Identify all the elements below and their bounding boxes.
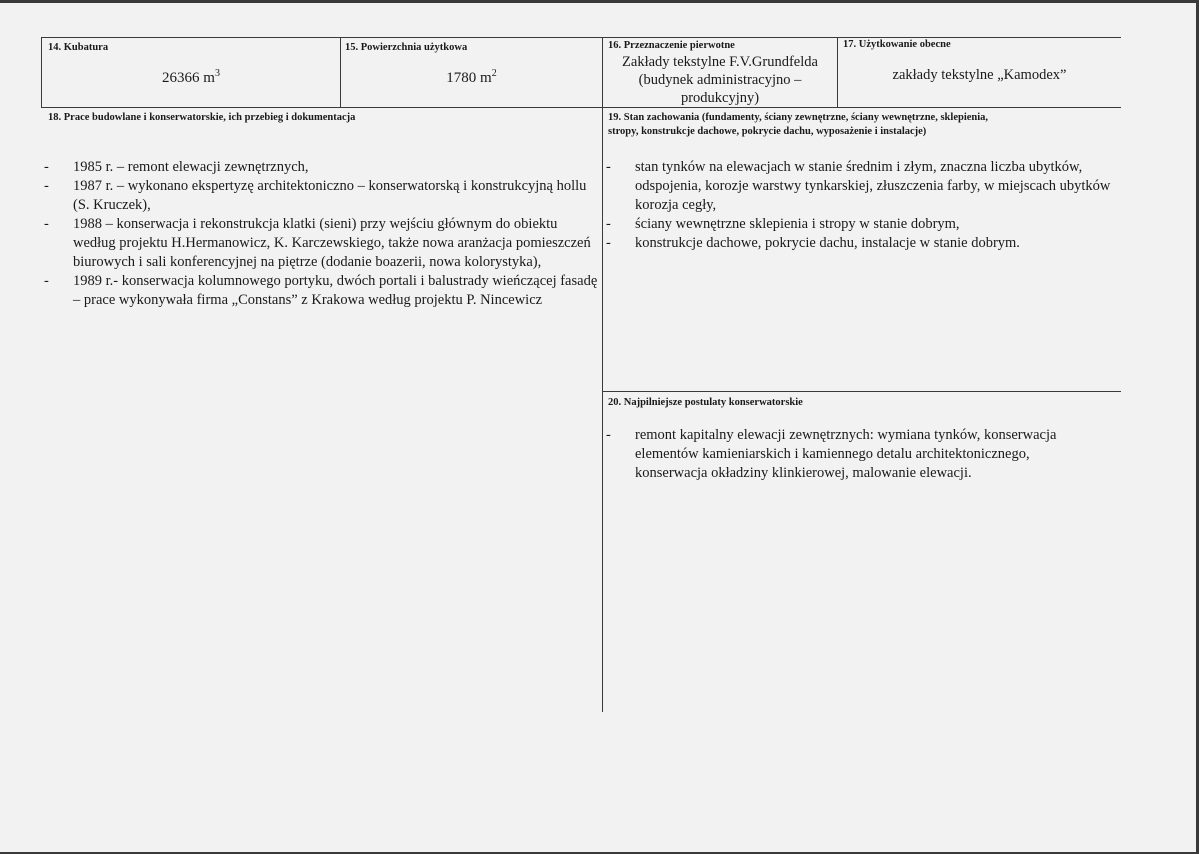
cell19-label-line: stropy, konstrukcje dachowe, pokrycie dachu, wyposażenie i instalacje) bbox=[608, 126, 927, 137]
bullet-dash: - bbox=[44, 273, 49, 289]
cell14-unit-sup: 3 bbox=[214, 68, 220, 79]
cell20-top-border bbox=[602, 391, 1121, 392]
cell14-value bbox=[42, 70, 340, 87]
cell16-value bbox=[603, 53, 837, 107]
cell17-value: zakłady tekstylne „Kamodex” bbox=[892, 67, 1067, 83]
list-item-text: ściany wewnętrzne sklepienia i stropy w stanie dobrym, bbox=[635, 216, 960, 232]
list-item bbox=[606, 158, 1120, 215]
row1-bottom-border bbox=[41, 107, 1121, 108]
cell19-label-line: 19. Stan zachowania (fundamenty, ściany zewnętrzne, ściany wewnętrzne, sklepienia, bbox=[608, 112, 989, 123]
list-item-text: stan tynków na elewacjach w stanie średnim i złym, znaczna liczba ubytków, odspojenia, korozje warstwy tynkarskiej, złuszczenia farby, w miejscach ubytków korozja cegły, bbox=[635, 159, 1111, 213]
cell20-label: 20. Najpilniejsze postulaty konserwatorskie bbox=[608, 397, 803, 408]
cell18-label: 18. Prace budowlane i konserwatorskie, ich przebieg i dokumentacja bbox=[48, 112, 356, 123]
bullet-dash: - bbox=[44, 159, 49, 175]
list-item bbox=[606, 234, 1120, 253]
cell16-line: (budynek administracyjno – bbox=[638, 72, 802, 88]
cell18-list bbox=[44, 158, 599, 310]
list-item-text: 1985 r. – remont elewacji zewnętrznych, bbox=[73, 159, 309, 175]
list-item-text: konstrukcje dachowe, pokrycie dachu, instalacje w stanie dobrym. bbox=[635, 235, 1020, 251]
bullet-dash: - bbox=[606, 235, 611, 251]
list-item bbox=[44, 215, 599, 272]
cell19-list bbox=[606, 158, 1120, 253]
bullet-dash: - bbox=[44, 178, 49, 194]
cell19-label bbox=[608, 111, 988, 139]
list-item-text: 1988 – konserwacja i rekonstrukcja klatki (sieni) przy wejściu głównym do obiektu według projektu H.Hermanowicz, K. Karczewskiego, także nowa aranżacja pomieszczeń biurowych i sali konferencyjnej na piętrze (dodanie boazerii, nowa kolorystyka), bbox=[73, 216, 591, 270]
cell16-label: 16. Przeznaczenie pierwotne bbox=[608, 40, 735, 51]
cell17-label: 17. Użytkowanie obecne bbox=[843, 39, 951, 50]
table-top-border bbox=[41, 37, 1121, 38]
list-item bbox=[44, 272, 599, 310]
cell14-label: 14. Kubatura bbox=[48, 42, 109, 53]
list-item bbox=[606, 215, 1120, 234]
cell16-line: Zakłady tekstylne F.V.Grundfelda bbox=[622, 54, 818, 70]
main-column-divider bbox=[602, 37, 603, 712]
bullet-dash: - bbox=[606, 427, 611, 443]
list-item-text: remont kapitalny elewacji zewnętrznych: wymiana tynków, konserwacja elementów kamieniarskich i kamiennego detalu architektonicznego, konserwacja okładziny klinkierowej, malowanie elewacji. bbox=[635, 427, 1057, 481]
bullet-dash: - bbox=[606, 159, 611, 175]
list-item bbox=[606, 426, 1096, 483]
cell16-line: produkcyjny) bbox=[680, 90, 760, 106]
cell14-value-text: 26366 m bbox=[162, 70, 215, 86]
cell20-list bbox=[606, 426, 1096, 483]
cell15-unit-sup: 2 bbox=[491, 68, 497, 79]
cell15-value-text: 1780 m bbox=[446, 70, 492, 86]
cell15-label: 15. Powierzchnia użytkowa bbox=[345, 42, 468, 53]
list-item bbox=[44, 177, 599, 215]
list-item bbox=[44, 158, 599, 177]
list-item-text: 1987 r. – wykonano ekspertyzę architektoniczno – konserwatorską i konstrukcyjną hollu (S. Kruczek), bbox=[73, 178, 587, 213]
bullet-dash: - bbox=[44, 216, 49, 232]
cell15-value bbox=[341, 70, 602, 87]
list-item-text: 1989 r.- konserwacja kolumnowego portyku, dwóch portali i balustrady wieńczącej fasadę – prace wykonywała firma „Constans” z Krakowa według projektu P. Nincewicz bbox=[73, 273, 598, 308]
bullet-dash: - bbox=[606, 216, 611, 232]
